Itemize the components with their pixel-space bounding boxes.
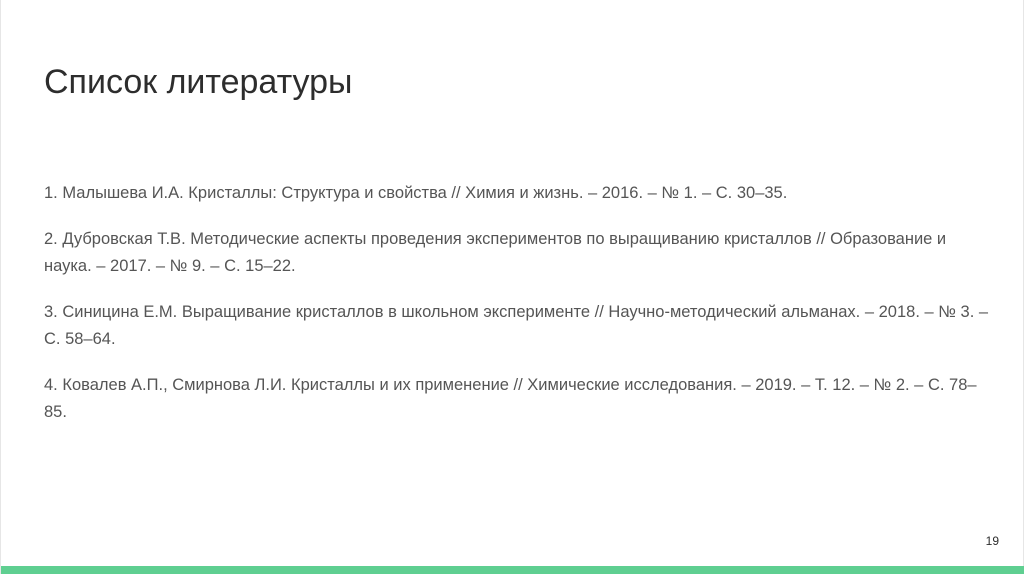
accent-bar	[1, 566, 1024, 574]
reference-item: 4. Ковалев А.П., Смирнова Л.И. Кристаллы и их применение // Химические исследования. – 2019. – Т. 12. – № 2. – С. 78–85.	[44, 376, 977, 421]
reference-item: 2. Дубровская Т.В. Методические аспекты проведения экспериментов по выращиванию кристаллов // Образование и наука. – 2017. – № 9. – С. 15–22.	[44, 230, 947, 275]
reference-list	[44, 180, 994, 445]
slide-title: Список литературы	[44, 63, 353, 101]
page-number: 19	[985, 534, 999, 548]
reference-item: 1. Малышева И.А. Кристаллы: Структура и свойства // Химия и жизнь. – 2016. – № 1. – С. 30–35.	[44, 184, 788, 202]
reference-item: 3. Синицина Е.М. Выращивание кристаллов в школьном эксперименте // Научно-методический альманах. – 2018. – № 3. – С. 58–64.	[44, 303, 989, 348]
